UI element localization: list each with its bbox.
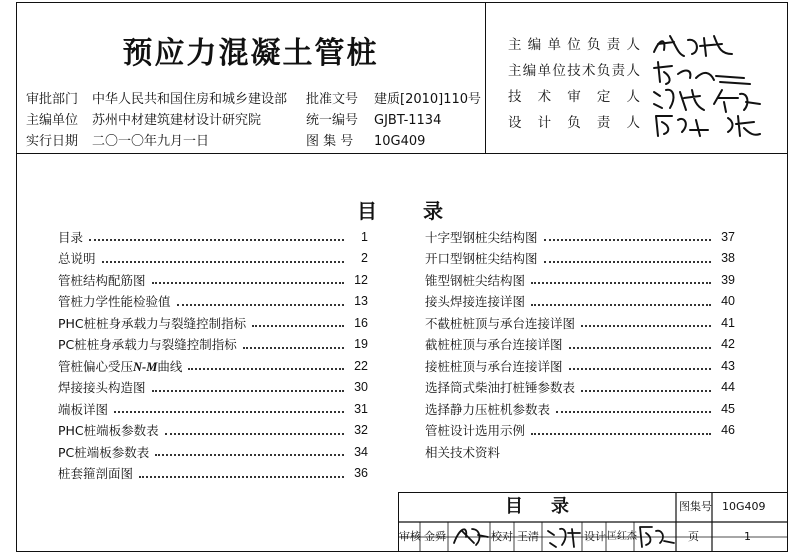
dot-leader — [544, 260, 711, 263]
toc-entry-page: 43 — [721, 358, 735, 373]
document-title: 预应力混凝土管桩 — [122, 36, 379, 71]
meta-key: 图 集 号 — [306, 134, 354, 149]
dot-leader — [243, 346, 344, 349]
meta-value: 中华人民共和国住房和城乡建设部 — [92, 92, 288, 107]
toc-entry[interactable] — [58, 355, 368, 377]
dot-leader — [102, 260, 344, 263]
signatory-label: 主编单位技术负责人 — [508, 63, 640, 79]
toc-entry-page: 42 — [721, 337, 735, 352]
toc-entry-title: 开口型钢桩尖结构图 — [425, 251, 538, 267]
dot-leader — [155, 453, 344, 456]
toc-entry-title: 桩套箍剖面图 — [58, 466, 134, 482]
toc-entry-title: 选择筒式柴油打桩锤参数表 — [425, 380, 576, 396]
toc-entry[interactable] — [58, 226, 368, 248]
toc-entry-title: 总说明 — [58, 251, 96, 267]
meta-row — [26, 110, 481, 131]
toc-entry-title: 焊接接头构造图 — [58, 380, 146, 396]
meta-value: 10G409 — [374, 134, 426, 149]
toc-entry[interactable] — [58, 441, 368, 463]
toc-entry[interactable] — [58, 291, 368, 313]
toc-entry-title: 管桩结构配筋图 — [58, 272, 146, 288]
toc-entry-page: 40 — [721, 294, 735, 309]
toc-entry[interactable] — [425, 312, 735, 334]
meta-key: 统一编号 — [306, 113, 359, 128]
toc-entry-title: 端板详图 — [58, 401, 109, 417]
signatory-row — [508, 58, 640, 84]
meta-key: 审批部门 — [26, 92, 79, 107]
check-label: 校对 — [491, 530, 513, 543]
meta-value: GJBT-1134 — [374, 113, 442, 128]
meta-key: 批准文号 — [306, 92, 359, 107]
toc-entry[interactable] — [425, 291, 735, 313]
signatory-label: 技术审定人 — [508, 89, 640, 105]
toc-entry-title: 不截桩桩顶与承台连接详图 — [425, 315, 576, 331]
meta-value: 苏州中材建筑建材设计研究院 — [92, 113, 262, 128]
toc-entry[interactable] — [425, 441, 735, 463]
designer-name: 匡红杰 — [607, 531, 637, 542]
toc-entry-page: 38 — [721, 251, 735, 266]
toc-entry[interactable] — [425, 248, 735, 270]
toc-entry[interactable] — [58, 463, 368, 485]
toc-entry[interactable] — [425, 377, 735, 399]
toc-entry-page: 19 — [354, 337, 368, 352]
toc-entry-title: 管桩偏心受压N-M曲线 — [58, 358, 183, 374]
toc-entry-page: 34 — [354, 444, 368, 459]
toc-entry-title: 选择静力压桩机参数表 — [425, 401, 551, 417]
meta-row — [26, 131, 481, 152]
toc-entry-page: 12 — [354, 272, 368, 287]
toc-entry-title: PC桩端板参数表 — [58, 444, 150, 460]
dot-leader — [114, 410, 344, 413]
toc-entry-page: 2 — [361, 251, 368, 266]
dot-leader — [152, 281, 344, 284]
signatory-label: 主编单位负责人 — [508, 37, 640, 53]
dot-leader — [252, 324, 344, 327]
toc-entry[interactable] — [425, 355, 735, 377]
dot-leader — [569, 346, 711, 349]
toc-entry-page: 30 — [354, 380, 368, 395]
toc-entry[interactable] — [425, 334, 735, 356]
dot-leader — [89, 238, 344, 241]
toc-entry-title: 目录 — [58, 229, 84, 245]
dot-leader — [152, 389, 344, 392]
dot-leader — [531, 303, 711, 306]
signatory-row — [508, 110, 640, 136]
checker-name: 王清 — [517, 530, 539, 543]
toc-entry[interactable] — [425, 420, 735, 442]
atlas-number: 10G409 — [722, 500, 766, 513]
toc-entry-title: 管桩设计选用示例 — [425, 423, 526, 439]
page-number: 1 — [744, 530, 751, 543]
meta-key: 实行日期 — [26, 134, 79, 149]
design-label: 设计 — [584, 530, 606, 543]
atlas-label: 图集号 — [679, 500, 712, 513]
toc-entry-page: 44 — [721, 380, 735, 395]
toc-entry-page: 1 — [361, 229, 368, 244]
dot-leader — [544, 238, 711, 241]
toc-entry[interactable] — [425, 269, 735, 291]
meta-key: 主编单位 — [26, 113, 79, 128]
dot-leader — [581, 389, 711, 392]
dot-leader — [531, 432, 711, 435]
toc-entry-page: 41 — [721, 315, 735, 330]
dot-leader — [139, 475, 344, 478]
checker-signature — [544, 521, 582, 551]
meta-value: 二〇一〇年九月一日 — [92, 134, 210, 149]
dot-leader — [531, 281, 711, 284]
toc-entry-page: 31 — [354, 401, 368, 416]
dot-leader — [581, 324, 711, 327]
signatory-row — [508, 84, 640, 110]
toc-entry-page: 39 — [721, 272, 735, 287]
toc-entry[interactable] — [58, 334, 368, 356]
toc-column-left — [58, 226, 368, 484]
toc-entry-title: 相关技术资料 — [425, 444, 501, 460]
header-info-panel — [16, 2, 486, 154]
toc-entry-page: 46 — [721, 423, 735, 438]
toc-entry-page: 13 — [354, 294, 368, 309]
dot-leader — [177, 303, 344, 306]
toc-entry-page: 32 — [354, 423, 368, 438]
toc-entry-page: 16 — [354, 315, 368, 330]
toc-entry-title: 十字型钢桩尖结构图 — [425, 229, 538, 245]
handwritten-signature — [650, 110, 770, 140]
toc-entry-title: 管桩力学性能检验值 — [58, 294, 171, 310]
dot-leader — [569, 367, 711, 370]
drawing-name: 目录 — [505, 496, 597, 517]
toc-entry-title: PC桩桩身承载力与裂缝控制指标 — [58, 337, 237, 353]
toc-entry-title: 接桩桩顶与承台连接详图 — [425, 358, 563, 374]
toc-entry[interactable] — [58, 248, 368, 270]
toc-entry-page: 22 — [354, 358, 368, 373]
toc-entry-title: PHC桩桩身承载力与裂缝控制指标 — [58, 315, 247, 331]
toc-entry[interactable] — [58, 420, 368, 442]
meta-value: 建质[2010]110号 — [374, 92, 482, 107]
reviewer-name: 金舜 — [424, 530, 446, 543]
signatory-label: 设计负责人 — [508, 115, 640, 131]
toc-entry-title: 接头焊接连接详图 — [425, 294, 526, 310]
signatory-row — [508, 32, 640, 58]
approval-metadata — [26, 89, 481, 152]
toc-entry[interactable] — [425, 226, 735, 248]
reviewer-signature — [450, 521, 490, 551]
page-label: 页 — [688, 530, 699, 543]
toc-entry-page: 45 — [721, 401, 735, 416]
toc-entry[interactable] — [425, 398, 735, 420]
toc-entry-title: 锥型钢桩尖结构图 — [425, 272, 526, 288]
toc-entry[interactable] — [58, 377, 368, 399]
toc-column-right — [425, 226, 735, 463]
toc-entry-title: PHC桩端板参数表 — [58, 423, 159, 439]
toc-entry[interactable] — [58, 312, 368, 334]
toc-entry[interactable] — [58, 398, 368, 420]
toc-entry[interactable] — [58, 269, 368, 291]
dot-leader — [188, 367, 344, 370]
toc-entry-page: 37 — [721, 229, 735, 244]
toc-heading: 目录 — [357, 199, 489, 223]
toc-entry-title: 截桩桩顶与承台连接详图 — [425, 337, 563, 353]
signatory-panel — [486, 2, 788, 154]
meta-row — [26, 89, 481, 110]
review-label: 审核 — [399, 530, 421, 543]
designer-signature — [636, 521, 676, 551]
dot-leader — [556, 410, 711, 413]
toc-entry-page: 36 — [354, 466, 368, 481]
dot-leader — [165, 432, 344, 435]
